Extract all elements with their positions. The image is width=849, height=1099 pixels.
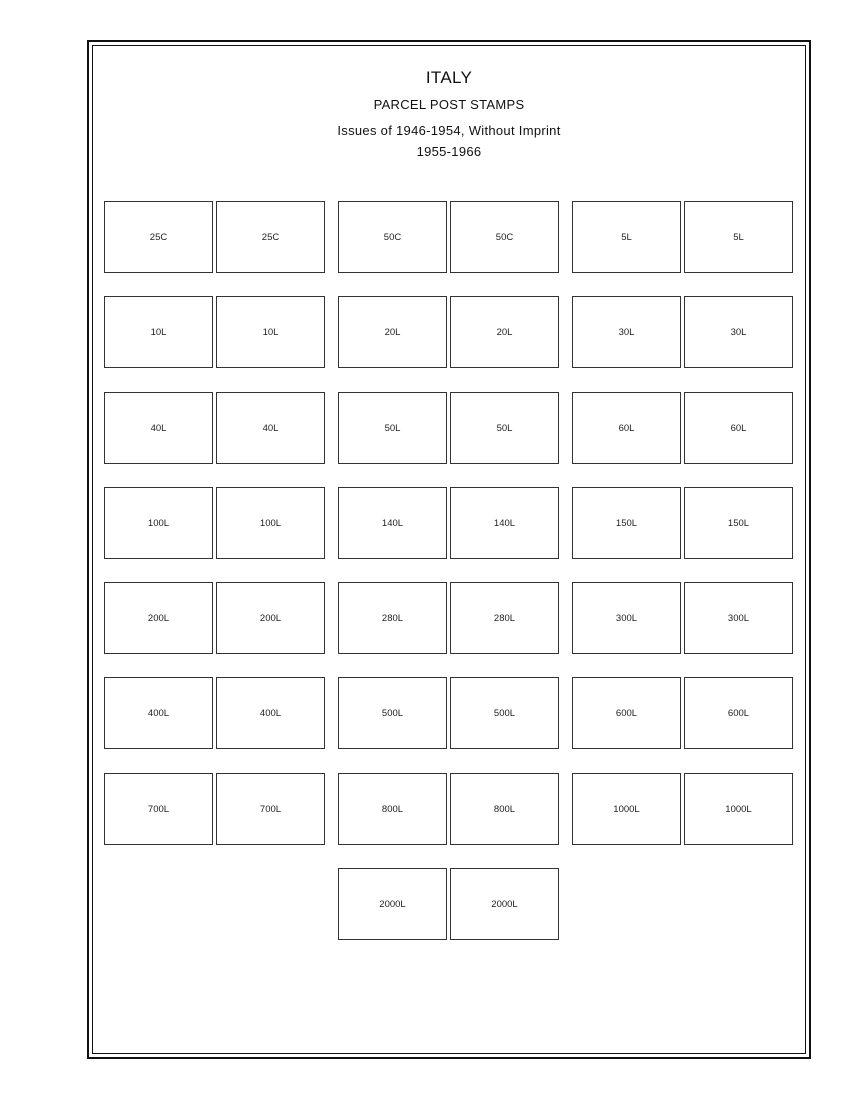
stamp-space: 150L [572, 487, 681, 559]
stamp-space: 140L [338, 487, 447, 559]
stamp-space: 2000L [338, 868, 447, 940]
stamp-space: 30L [684, 296, 793, 368]
stamp-space: 50L [450, 392, 559, 464]
stamp-space: 200L [216, 582, 325, 654]
issues-caption: Issues of 1946-1954, Without Imprint [337, 123, 561, 138]
stamp-space: 600L [572, 677, 681, 749]
stamp-space: 700L [216, 773, 325, 845]
stamp-space: 400L [104, 677, 213, 749]
stamp-space: 500L [338, 677, 447, 749]
stamp-space: 50C [450, 201, 559, 273]
stamp-space: 280L [338, 582, 447, 654]
stamp-space: 25C [216, 201, 325, 273]
stamp-space: 150L [684, 487, 793, 559]
stamp-space: 1000L [684, 773, 793, 845]
stamp-space: 30L [572, 296, 681, 368]
stamp-space: 300L [684, 582, 793, 654]
stamp-space: 10L [216, 296, 325, 368]
stamp-space: 20L [450, 296, 559, 368]
stamp-space: 500L [450, 677, 559, 749]
stamp-space: 2000L [450, 868, 559, 940]
stamp-space: 50C [338, 201, 447, 273]
stamp-space: 800L [338, 773, 447, 845]
stamp-space: 400L [216, 677, 325, 749]
stamp-space: 60L [572, 392, 681, 464]
stamp-space: 40L [216, 392, 325, 464]
stamp-space: 40L [104, 392, 213, 464]
stamp-space: 200L [104, 582, 213, 654]
years-caption: 1955-1966 [416, 144, 482, 159]
stamp-space: 50L [338, 392, 447, 464]
stamp-space: 1000L [572, 773, 681, 845]
stamp-space: 5L [684, 201, 793, 273]
stamp-space: 25C [104, 201, 213, 273]
stamp-space: 280L [450, 582, 559, 654]
stamp-space: 20L [338, 296, 447, 368]
stamp-space: 600L [684, 677, 793, 749]
stamp-space: 800L [450, 773, 559, 845]
stamp-space: 100L [104, 487, 213, 559]
page-subtitle: PARCEL POST STAMPS [373, 97, 525, 112]
stamp-space: 300L [572, 582, 681, 654]
stamp-space: 140L [450, 487, 559, 559]
stamp-space: 60L [684, 392, 793, 464]
page-title: ITALY [425, 68, 473, 87]
stamp-space: 100L [216, 487, 325, 559]
stamp-space: 10L [104, 296, 213, 368]
stamp-space: 5L [572, 201, 681, 273]
stamp-space: 700L [104, 773, 213, 845]
